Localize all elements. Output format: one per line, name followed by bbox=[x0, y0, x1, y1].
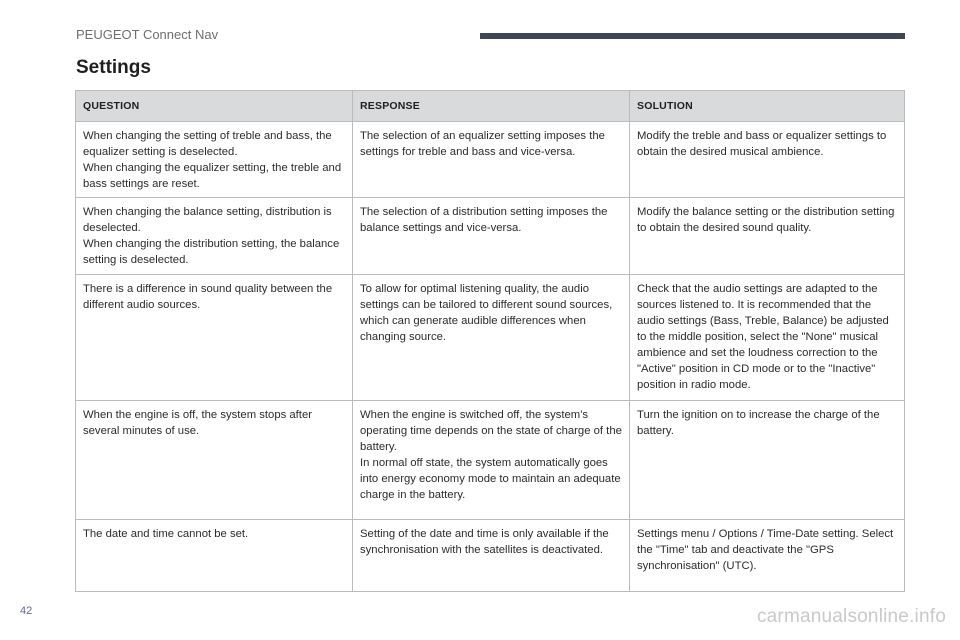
question-cell: When changing the balance setting, distribution is deselected. When changing the distribution setting, the balance setting is deselected. bbox=[76, 198, 353, 275]
column-header-question: QUESTION bbox=[76, 91, 353, 122]
response-cell: When the engine is switched off, the system's operating time depends on the state of charge of the battery. In normal off state, the system automatically goes into energy economy mode to maintain an adequate charge in the battery. bbox=[353, 401, 630, 520]
table-row bbox=[76, 198, 905, 275]
question-cell: There is a difference in sound quality between the different audio sources. bbox=[76, 275, 353, 401]
solution-cell: Modify the treble and bass or equalizer settings to obtain the desired musical ambience. bbox=[630, 122, 905, 198]
table-row bbox=[76, 520, 905, 592]
column-header-response: RESPONSE bbox=[353, 91, 630, 122]
table-row bbox=[76, 401, 905, 520]
table-row bbox=[76, 275, 905, 401]
table-header-row bbox=[76, 91, 905, 122]
solution-cell: Modify the balance setting or the distribution setting to obtain the desired sound quality. bbox=[630, 198, 905, 275]
response-cell: The selection of an equalizer setting imposes the settings for treble and bass and vice-versa. bbox=[353, 122, 630, 198]
header-accent-bar bbox=[480, 33, 905, 39]
response-cell: To allow for optimal listening quality, the audio settings can be tailored to different sound sources, which can generate audible differences when changing source. bbox=[353, 275, 630, 401]
faq-table bbox=[75, 90, 905, 592]
table-row bbox=[76, 122, 905, 198]
solution-cell: Turn the ignition on to increase the charge of the battery. bbox=[630, 401, 905, 520]
response-cell: The selection of a distribution setting imposes the balance settings and vice-versa. bbox=[353, 198, 630, 275]
watermark-text: carmanualsonline.info bbox=[756, 606, 946, 627]
manual-header-title: PEUGEOT Connect Nav bbox=[76, 27, 219, 42]
solution-cell: Check that the audio settings are adapted to the sources listened to. It is recommended that the audio settings (Bass, Treble, Balance) be adjusted to the middle position, select the "None" musical ambience and set the loudness correction to the "Active" position in CD mode or to the "Inactive" position in radio mode. bbox=[630, 275, 905, 401]
question-cell: When the engine is off, the system stops after several minutes of use. bbox=[76, 401, 353, 520]
response-cell: Setting of the date and time is only available if the synchronisation with the satellites is deactivated. bbox=[353, 520, 630, 592]
column-header-solution: SOLUTION bbox=[630, 91, 905, 122]
question-cell: When changing the setting of treble and bass, the equalizer setting is deselected. When changing the equalizer setting, the treble and bass settings are reset. bbox=[76, 122, 353, 198]
page-number: 42 bbox=[20, 605, 33, 617]
solution-cell: Settings menu / Options / Time-Date setting. Select the "Time" tab and deactivate the "GPS synchronisation" (UTC). bbox=[630, 520, 905, 592]
question-cell: The date and time cannot be set. bbox=[76, 520, 353, 592]
page-title: Settings bbox=[76, 57, 151, 78]
